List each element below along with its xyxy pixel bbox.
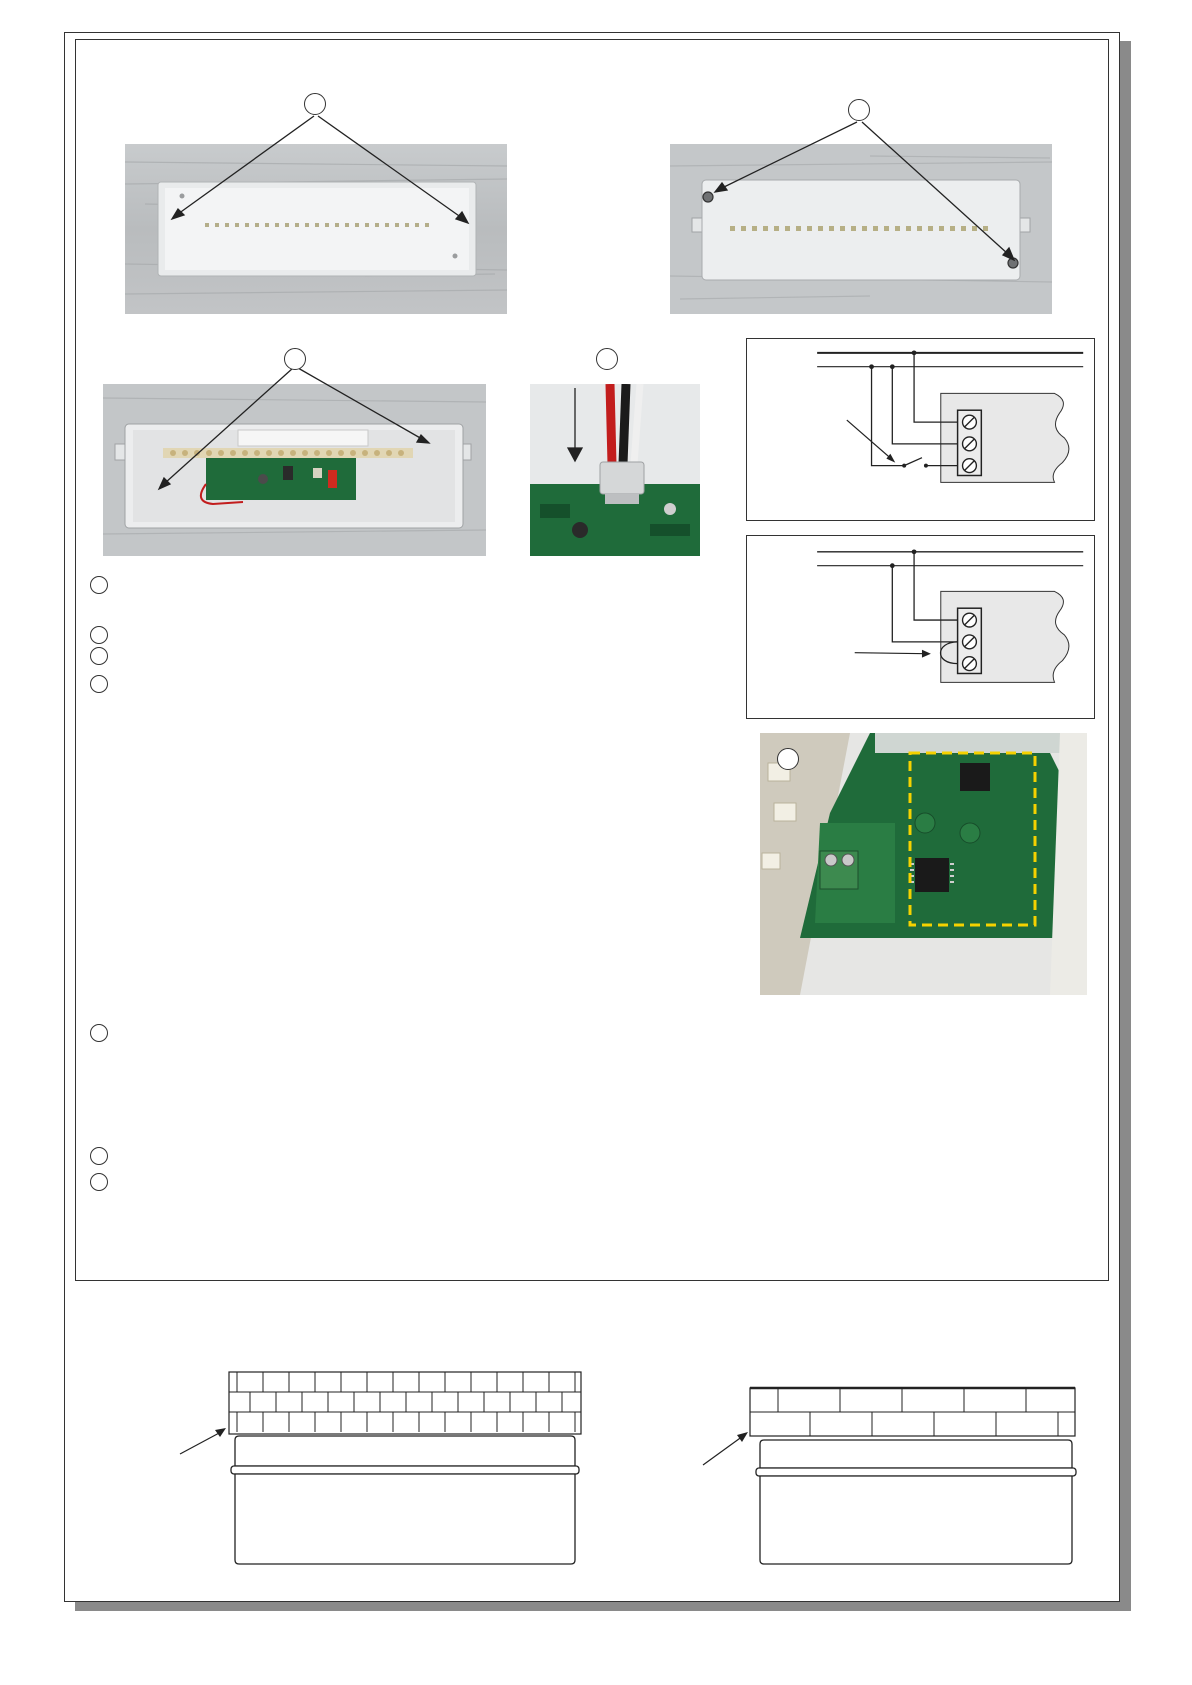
callout-marker <box>596 348 618 370</box>
callout-marker <box>848 99 870 121</box>
callout-marker <box>304 93 326 115</box>
mount-brick-illustration <box>165 1370 585 1570</box>
callout-marker <box>284 348 306 370</box>
callout-marker <box>777 748 799 770</box>
wiring-diagram-bridged <box>746 535 1095 719</box>
step-marker <box>90 1147 108 1165</box>
step-marker <box>90 647 108 665</box>
step-marker <box>90 626 108 644</box>
step-marker <box>90 1024 108 1042</box>
mount-tile-illustration <box>698 1380 1078 1570</box>
battery-connector-photo <box>530 384 700 556</box>
open-housing-photo <box>103 384 486 556</box>
cover-front-photo <box>125 144 507 314</box>
step-marker <box>90 675 108 693</box>
step-marker <box>90 1173 108 1191</box>
cover-screws-photo <box>670 144 1052 314</box>
step-marker <box>90 576 108 594</box>
pcb-closeup-photo <box>760 733 1087 995</box>
wiring-diagram-switched <box>746 338 1095 521</box>
